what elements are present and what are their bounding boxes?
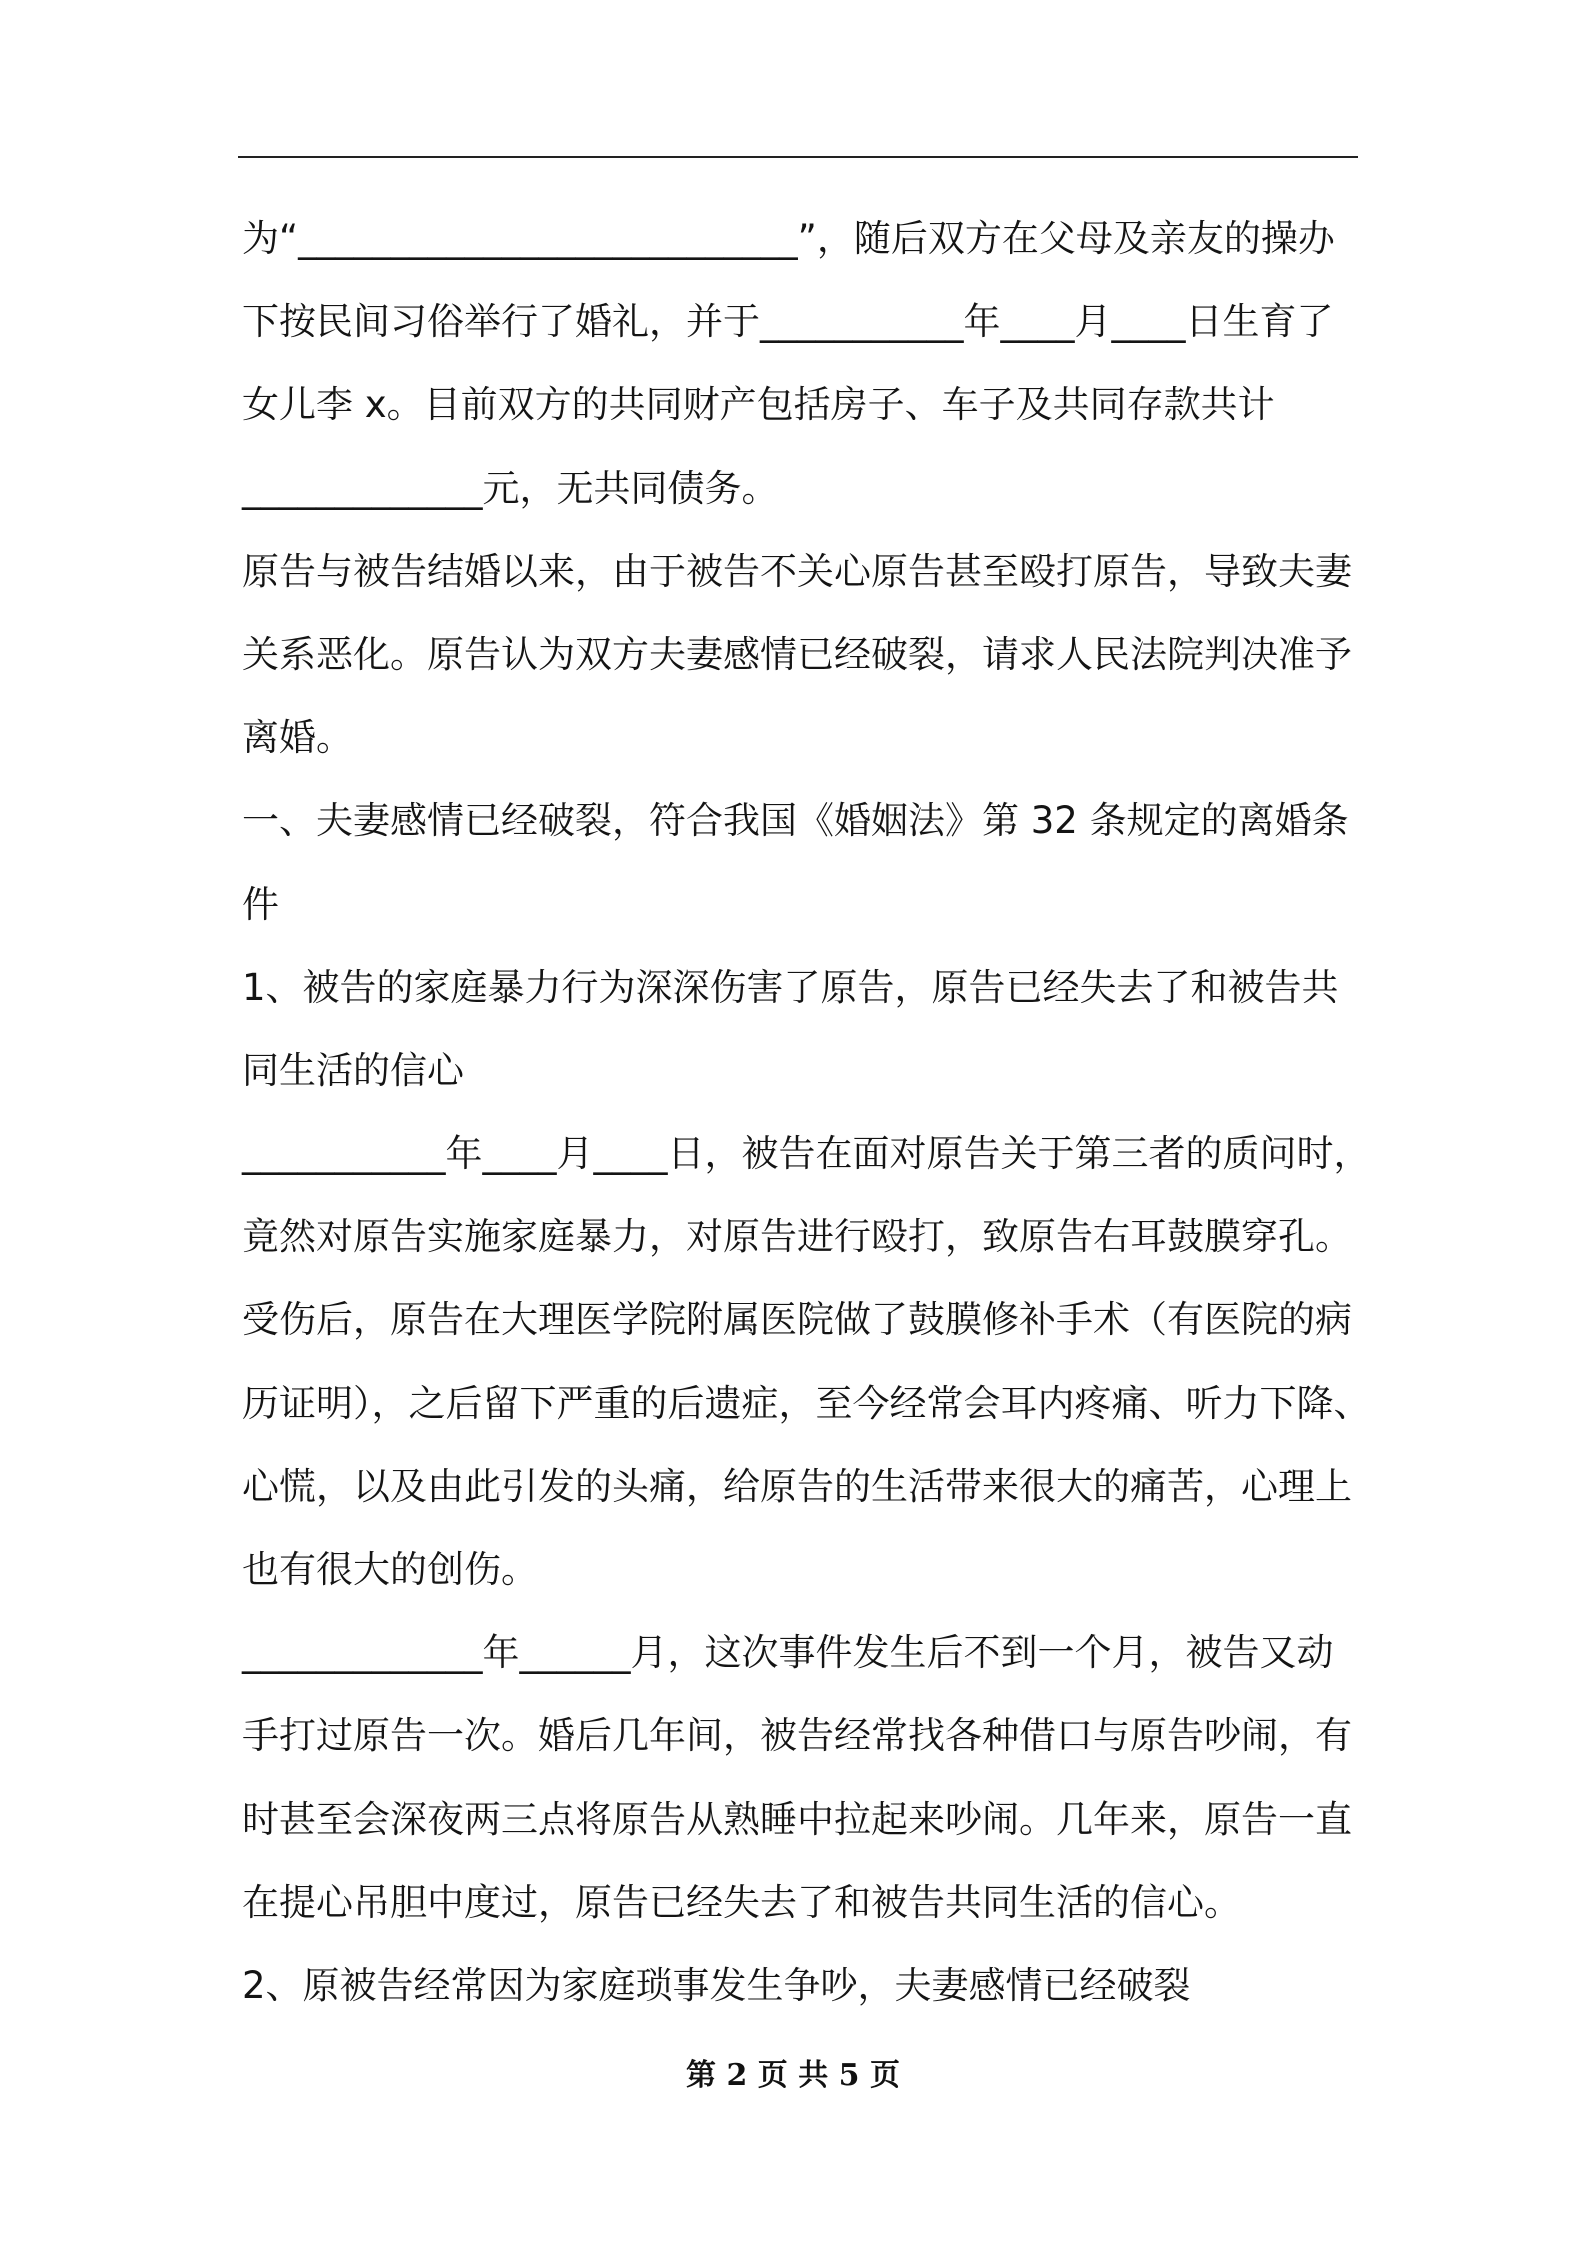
body-text <box>242 197 1372 2027</box>
text-line: ___________年____月____日，被告在面对原告关于第三者的质问时， <box>242 1132 1371 1176</box>
text-line: 心慌，以及由此引发的头痛，给原告的生活带来很大的痛苦，心理上 <box>242 1464 1352 1508</box>
text-line: 在提心吊胆中度过，原告已经失去了和被告共同生活的信心。 <box>242 1880 1241 1924</box>
subsection-heading: 2、原被告经常因为家庭琐事发生争吵，夫妻感情已经破裂 <box>242 1963 1191 2007</box>
text-line: 也有很大的创伤。 <box>242 1548 538 1591</box>
text-line: _____________元，无共同债务。 <box>242 466 779 510</box>
subsection-heading-cont: 同生活的信心 <box>242 1048 464 1092</box>
text-line: 历证明），之后留下严重的后遗症，至今经常会耳内疼痛、听力下降、 <box>242 1381 1371 1425</box>
text-line: 女儿李 x。目前双方的共同财产包括房子、车子及共同存款共计 <box>242 383 1275 427</box>
text-line: 为“___________________________”，随后双方在父母及亲友的操办 <box>242 217 1335 260</box>
text-line: 原告与被告结婚以来，由于被告不关心原告甚至殴打原告，导致夫妻 <box>242 549 1352 593</box>
text-line: _____________年______月，这次事件发生后不到一个月，被告又动 <box>242 1631 1334 1675</box>
subsection-heading: 1、被告的家庭暴力行为深深伤害了原告，原告已经失去了和被告共 <box>242 965 1339 1009</box>
header-rule <box>238 156 1358 158</box>
section-heading: 一、夫妻感情已经破裂，符合我国《婚姻法》第 32 条规定的离婚条 <box>242 799 1349 843</box>
text-line: 下按民间习俗举行了婚礼，并于___________年____月____日生育了 <box>242 300 1334 344</box>
section-heading-cont: 件 <box>242 882 279 926</box>
page-footer: 第 2 页 共 5 页 <box>686 2058 900 2093</box>
text-line: 受伤后，原告在大理医学院附属医院做了鼓膜修补手术（有医院的病 <box>242 1298 1352 1342</box>
text-line: 竟然对原告实施家庭暴力，对原告进行殴打，致原告右耳鼓膜穿孔。 <box>242 1215 1352 1259</box>
text-line: 手打过原告一次。婚后几年间，被告经常找各种借口与原告吵闹，有 <box>242 1714 1352 1758</box>
text-line: 关系恶化。原告认为双方夫妻感情已经破裂，请求人民法院判决准予 <box>242 632 1352 676</box>
text-line: 离婚。 <box>242 716 353 760</box>
text-line: 时甚至会深夜两三点将原告从熟睡中拉起来吵闹。几年来，原告一直 <box>242 1797 1352 1841</box>
